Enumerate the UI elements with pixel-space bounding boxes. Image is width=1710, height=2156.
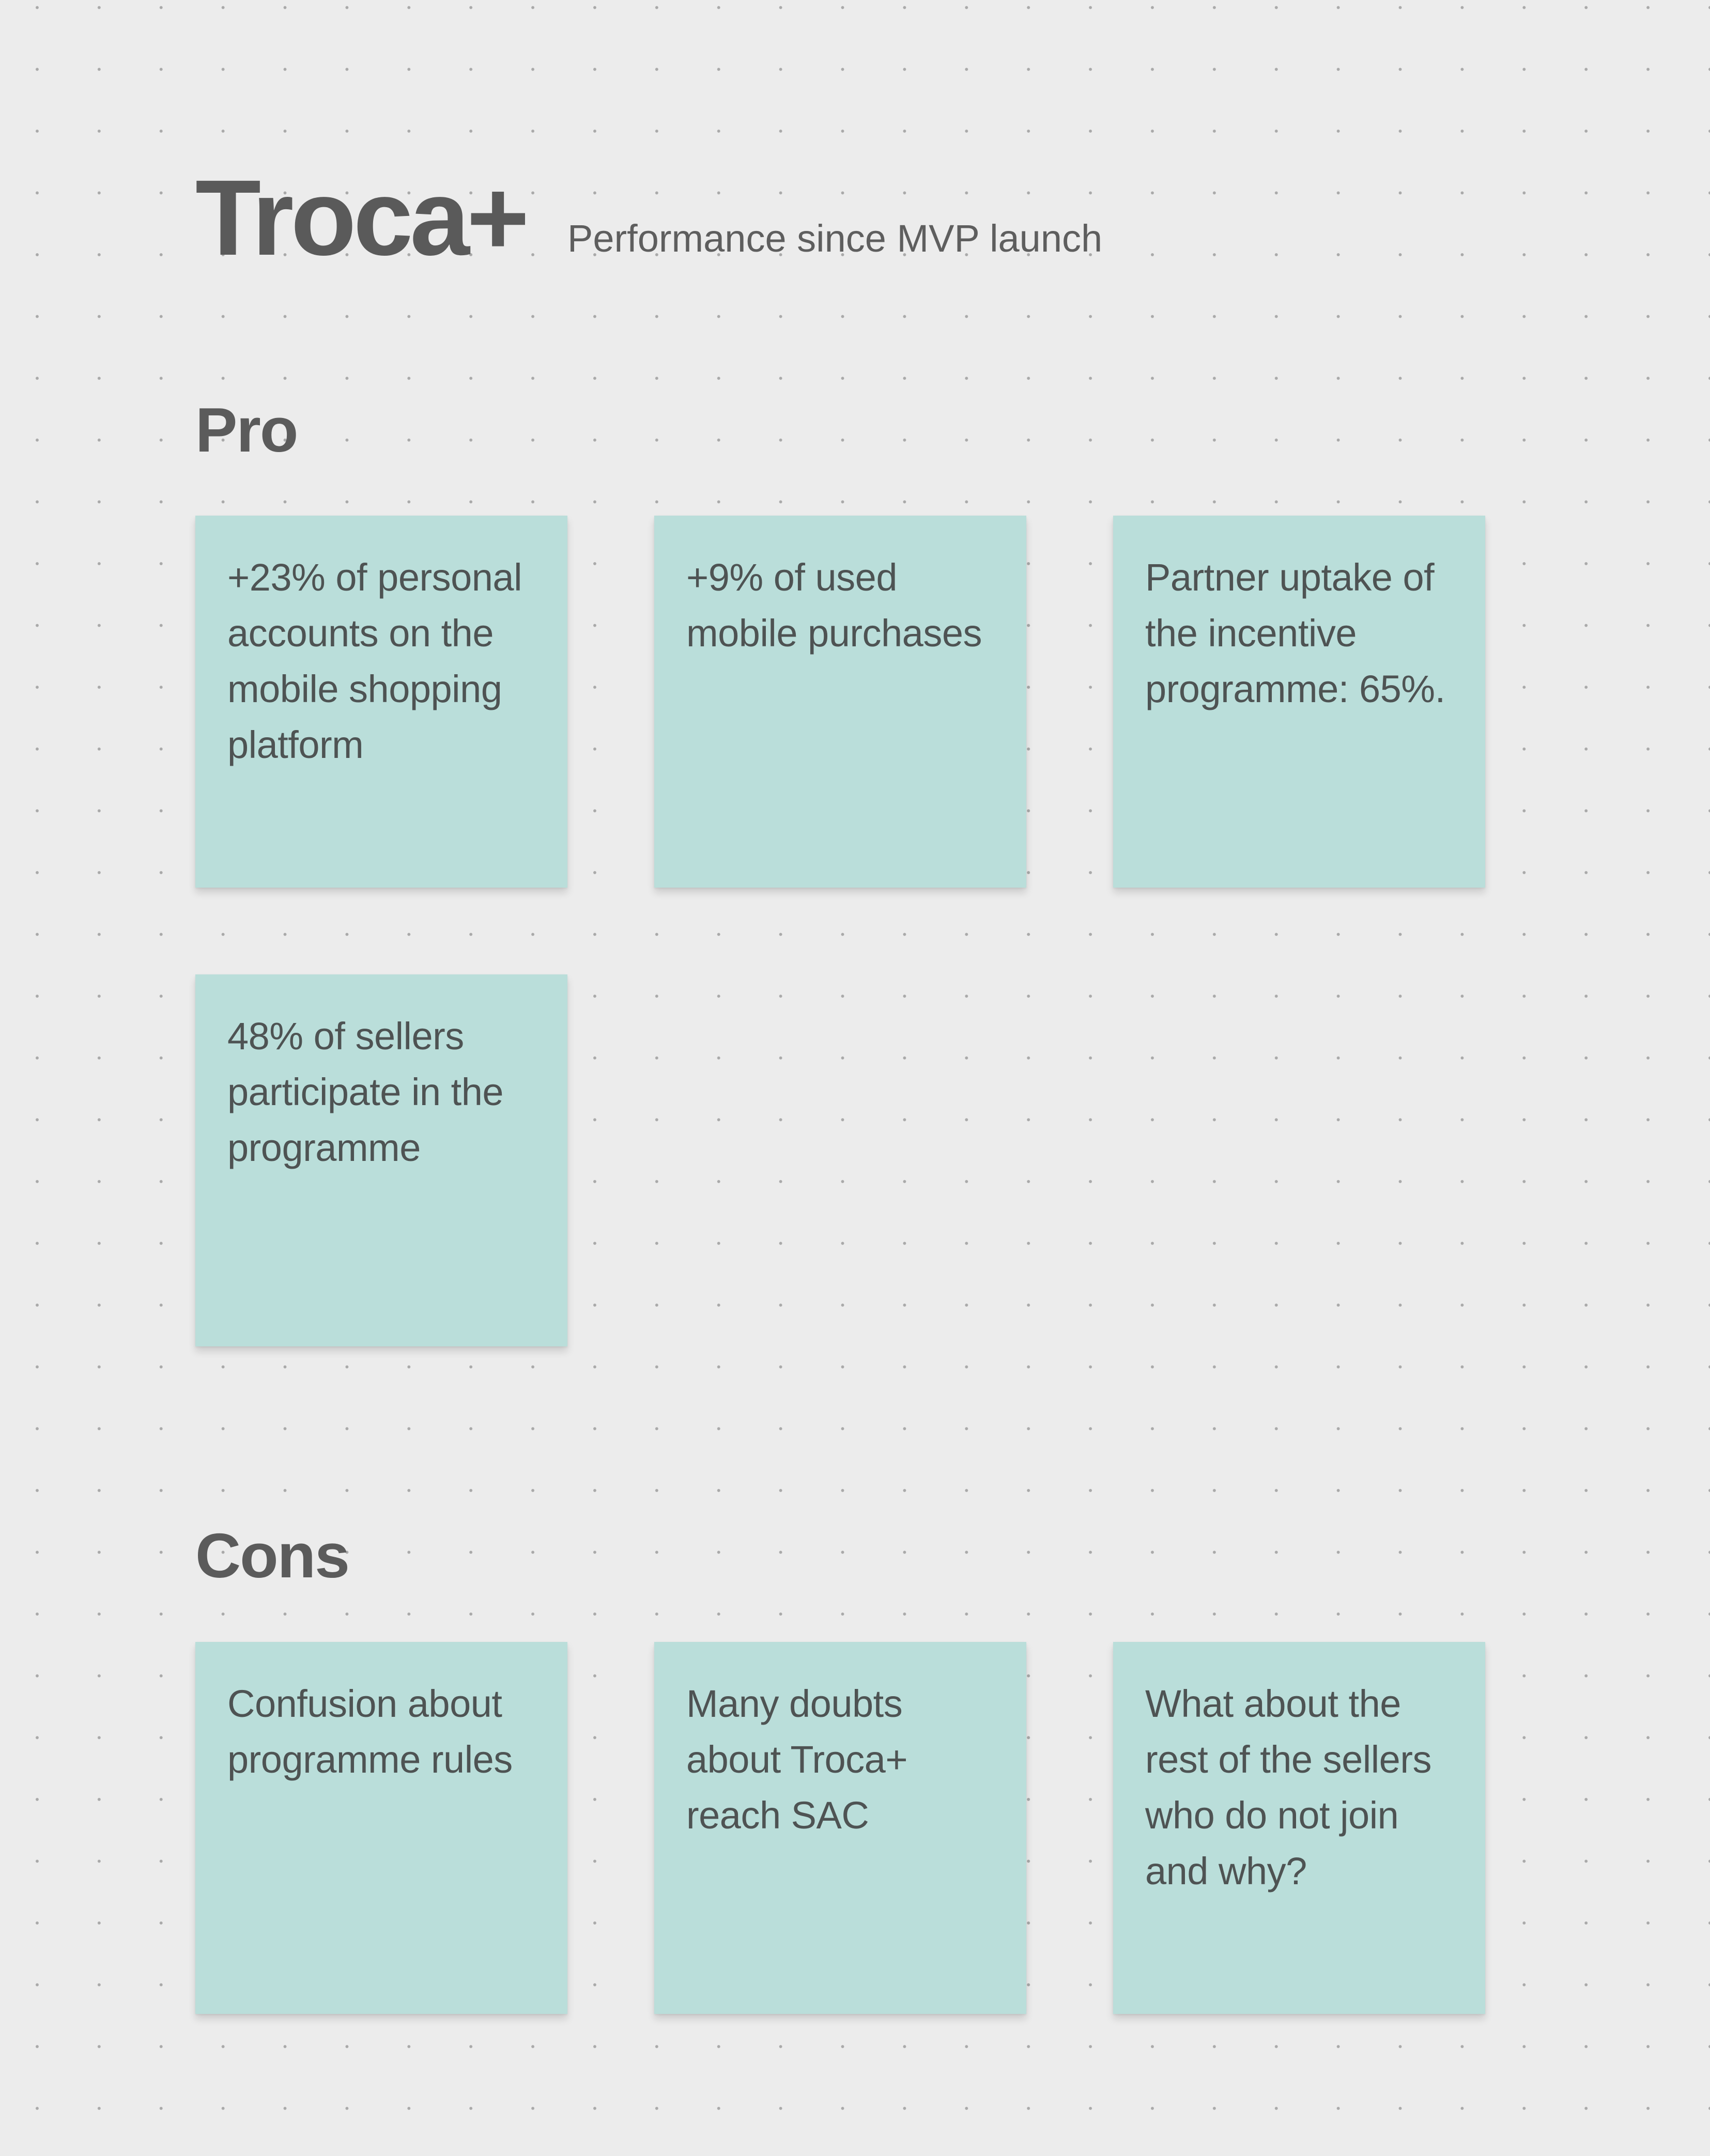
pro-sticky-note[interactable] [195,516,567,888]
sticky-note-text: +9% of used mobile purchases [686,556,982,655]
sticky-note-text: Many doubts about Troca+ reach SAC [686,1682,908,1837]
cons-sticky-note[interactable] [195,1642,567,2014]
sticky-note-text: +23% of personal accounts on the mobile shopping platform [227,556,522,766]
board-title: Troca+ [195,158,527,278]
sticky-note-text: Partner uptake of the incentive programme: 65%. [1145,556,1445,710]
pro-sticky-note[interactable] [1113,516,1485,888]
cons-sticky-note[interactable] [1113,1642,1485,2014]
sticky-note-text: Confusion about programme rules [227,1682,513,1781]
pro-section-heading: Pro [195,395,298,465]
pro-sticky-note[interactable] [195,974,567,1346]
sticky-note-text: What about the rest of the sellers who do not join and why? [1145,1682,1431,1893]
sticky-note-text: 48% of sellers participate in the programme [227,1015,504,1169]
cons-section-heading: Cons [195,1521,349,1591]
cons-sticky-note[interactable] [654,1642,1026,2014]
pro-sticky-note[interactable] [654,516,1026,888]
board-subtitle: Performance since MVP launch [567,217,1103,260]
